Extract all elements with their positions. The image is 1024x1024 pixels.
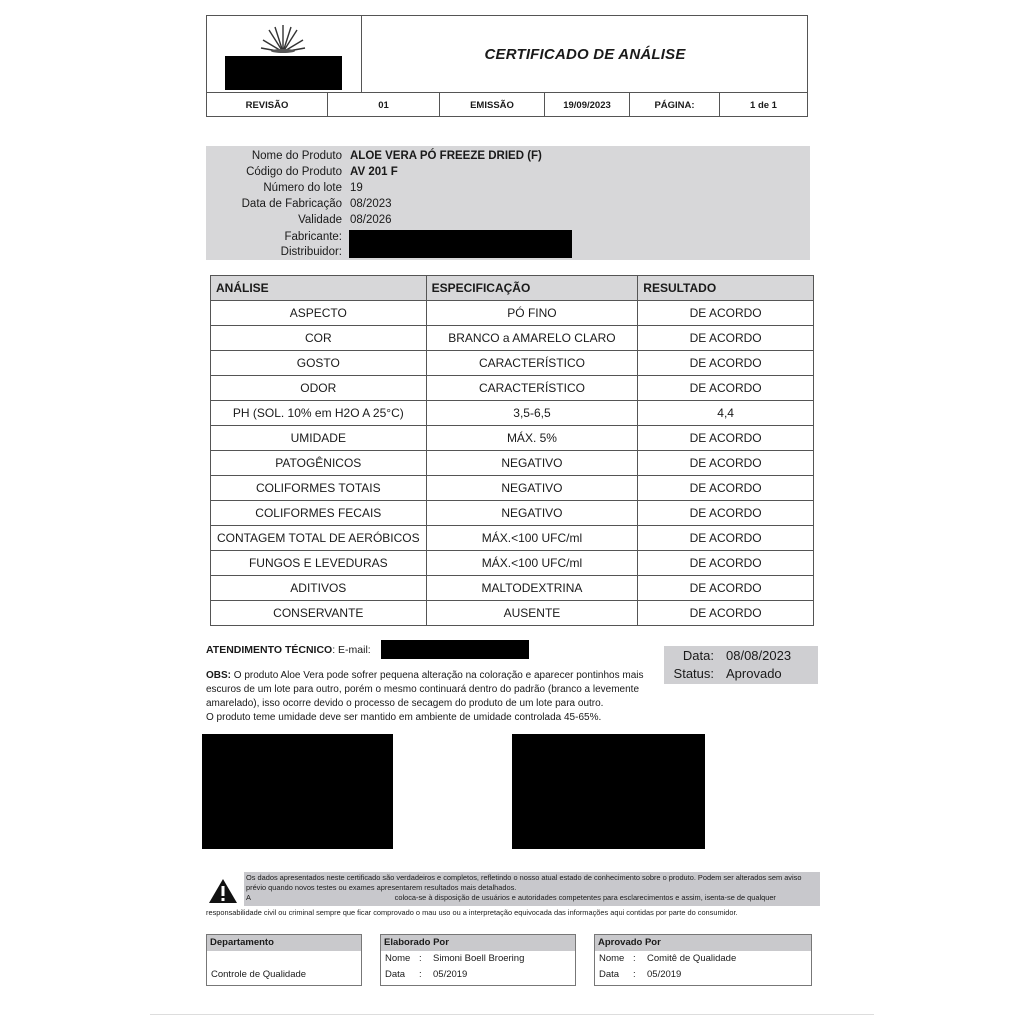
separator: :	[419, 969, 422, 980]
status-value: Aprovado	[726, 666, 782, 681]
result-cell: DE ACORDO	[638, 301, 814, 326]
separator: :	[633, 969, 636, 980]
disclaimer-text	[246, 873, 818, 903]
result-cell: DE ACORDO	[638, 451, 814, 476]
result-cell: DE ACORDO	[638, 426, 814, 451]
approved-by-cell	[594, 934, 812, 986]
disclaimer-availability: coloca-se à disposição de usuários e autoridades competentes para esclarecimentos e assim, isenta-se de qualquer	[394, 893, 776, 902]
specification-cell: NEGATIVO	[426, 451, 638, 476]
analysis-cell: COLIFORMES TOTAIS	[211, 476, 427, 501]
column-header: ESPECIFICAÇÃO	[426, 276, 638, 301]
specification-cell: MÁX. 5%	[426, 426, 638, 451]
warning-icon	[208, 878, 238, 904]
specification-cell: NEGATIVO	[426, 501, 638, 526]
result-cell: 4,4	[638, 401, 814, 426]
aloe-logo-icon	[259, 24, 307, 54]
revision-label: REVISÃO	[207, 93, 328, 117]
obs-label: OBS:	[206, 670, 231, 681]
specification-cell: 3,5-6,5	[426, 401, 638, 426]
lot-number-value: 19	[350, 182, 363, 194]
observation-note	[206, 669, 654, 725]
product-row	[206, 150, 810, 166]
analysis-cell: CONTAGEM TOTAL DE AERÓBICOS	[211, 526, 427, 551]
analysis-table	[210, 275, 814, 626]
analysis-cell: ADITIVOS	[211, 576, 427, 601]
status-label: Status:	[673, 666, 714, 681]
approved-by-name-line	[599, 953, 736, 964]
date-label: Data:	[682, 648, 714, 663]
approved-by-header: Aprovado Por	[595, 935, 811, 951]
redacted-manufacturer	[349, 230, 572, 258]
analysis-cell: PH (SOL. 10% em H2O A 25°C)	[211, 401, 427, 426]
page-label: PÁGINA:	[630, 93, 720, 117]
specification-cell: MÁX.<100 UFC/ml	[426, 551, 638, 576]
analysis-cell: CONSERVANTE	[211, 601, 427, 626]
expiry-value: 08/2026	[350, 214, 392, 226]
result-cell: DE ACORDO	[638, 501, 814, 526]
department-header: Departamento	[207, 935, 361, 951]
redacted-company-logo	[225, 56, 342, 90]
result-cell: DE ACORDO	[638, 326, 814, 351]
specification-cell: MÁX.<100 UFC/ml	[426, 526, 638, 551]
product-row	[206, 214, 810, 230]
product-row	[206, 198, 810, 214]
product-name-value: ALOE VERA PÓ FREEZE DRIED (F)	[350, 150, 542, 162]
department-cell	[206, 934, 362, 986]
table-row	[211, 401, 814, 426]
emission-label: EMISSÃO	[440, 93, 545, 117]
emission-value: 19/09/2023	[545, 93, 630, 117]
table-header-row	[211, 276, 814, 301]
separator: :	[419, 953, 422, 964]
redacted-signature-left	[202, 734, 393, 849]
document-title: CERTIFICADO DE ANÁLISE	[484, 45, 686, 63]
logo-cell	[207, 16, 362, 92]
table-row	[211, 476, 814, 501]
obs-text: O produto Aloe Vera pode sofrer pequena alteração na coloração e aparecer pontinhos mais escuros de um lote para outro, porém o mesmo continuará dentro do padrão (branco a levemente amarelado), isso ocorre devido o processo de secagem do produto de um lote para outro.	[206, 670, 644, 709]
page-bottom-rule	[150, 1014, 874, 1015]
table-row	[211, 376, 814, 401]
prepared-by-name: Simoni Boell Broering	[433, 953, 525, 964]
specification-cell: CARACTERÍSTICO	[426, 376, 638, 401]
result-cell: DE ACORDO	[638, 351, 814, 376]
table-row	[211, 301, 814, 326]
table-row	[211, 526, 814, 551]
prepared-by-name-line	[385, 953, 524, 964]
product-code-label: Código do Produto	[246, 166, 342, 178]
prepared-by-date: 05/2019	[433, 969, 468, 980]
disclaimer-paragraph: Os dados apresentados neste certificado são verdadeiros e completos, refletindo o nosso atual estado de conhecimento sobre o produto. Podem ser alterados sem aviso prévio quando novos testes ou exames apresentarem resultados mais detalhados.	[246, 873, 802, 892]
revision-value: 01	[328, 93, 440, 117]
product-row	[206, 182, 810, 198]
specification-cell: BRANCO a AMARELO CLARO	[426, 326, 638, 351]
analysis-cell: COR	[211, 326, 427, 351]
name-label: Nome	[599, 953, 625, 964]
approved-by-date-line	[599, 969, 681, 980]
product-info-block	[206, 146, 810, 260]
date-value: 08/08/2023	[726, 648, 792, 663]
result-cell: DE ACORDO	[638, 526, 814, 551]
disclaimer-block	[206, 872, 820, 918]
date-label: Data	[385, 969, 406, 980]
prepared-by-date-line	[385, 969, 467, 980]
prepared-by-header: Elaborado Por	[381, 935, 575, 951]
certificate-header	[206, 15, 808, 117]
analysis-cell: GOSTO	[211, 351, 427, 376]
table-row	[211, 451, 814, 476]
obs-humidity-note: O produto teme umidade deve ser mantido em ambiente de umidade controlada 45-65%.	[206, 712, 602, 723]
manufacturer-label: Fabricante:	[284, 231, 342, 243]
redacted-email	[381, 640, 529, 659]
table-row	[211, 551, 814, 576]
column-header: RESULTADO	[638, 276, 814, 301]
separator: :	[633, 953, 636, 964]
table-row	[211, 351, 814, 376]
table-row	[211, 326, 814, 351]
specification-cell: NEGATIVO	[426, 476, 638, 501]
redacted-signature-right	[512, 734, 705, 849]
department-value: Controle de Qualidade	[211, 969, 307, 980]
name-label: Nome	[385, 953, 411, 964]
specification-cell: AUSENTE	[426, 601, 638, 626]
result-cell: DE ACORDO	[638, 476, 814, 501]
table-row	[211, 601, 814, 626]
date-label: Data	[599, 969, 620, 980]
disclaimer-company-a: A	[246, 893, 251, 902]
lot-number-label: Número do lote	[263, 182, 342, 194]
result-cell: DE ACORDO	[638, 601, 814, 626]
manufacture-date-label: Data de Fabricação	[241, 198, 342, 210]
analysis-cell: UMIDADE	[211, 426, 427, 451]
disclaimer-responsibility: responsabilidade civil ou criminal sempre que ficar comprovado o mau uso ou a interpretação equivocada das informações aqui contidas por parte do consumidor.	[206, 908, 738, 917]
product-name-label: Nome do Produto	[251, 150, 342, 162]
analysis-cell: ODOR	[211, 376, 427, 401]
expiry-label: Validade	[298, 214, 342, 226]
table-row	[211, 576, 814, 601]
specification-cell: PÓ FINO	[426, 301, 638, 326]
specification-cell: CARACTERÍSTICO	[426, 351, 638, 376]
specification-cell: MALTODEXTRINA	[426, 576, 638, 601]
result-cell: DE ACORDO	[638, 376, 814, 401]
analysis-cell: ASPECTO	[211, 301, 427, 326]
email-label: : E-mail:	[332, 644, 371, 656]
page-value: 1 de 1	[750, 99, 777, 111]
analysis-cell: PATOGÊNICOS	[211, 451, 427, 476]
status-box	[664, 646, 818, 684]
technical-support-line	[206, 644, 371, 656]
header-meta-row	[207, 92, 807, 117]
analysis-cell: FUNGOS E LEVEDURAS	[211, 551, 427, 576]
product-row	[206, 166, 810, 182]
product-code-value: AV 201 F	[350, 166, 398, 178]
result-cell: DE ACORDO	[638, 551, 814, 576]
table-row	[211, 501, 814, 526]
result-cell: DE ACORDO	[638, 576, 814, 601]
distributor-label: Distribuidor:	[280, 246, 342, 258]
table-row	[211, 426, 814, 451]
column-header: ANÁLISE	[211, 276, 427, 301]
analysis-cell: COLIFORMES FECAIS	[211, 501, 427, 526]
manufacture-date-value: 08/2023	[350, 198, 392, 210]
prepared-by-cell	[380, 934, 576, 986]
approved-by-date: 05/2019	[647, 969, 682, 980]
technical-support-label: ATENDIMENTO TÉCNICO	[206, 644, 333, 656]
approved-by-name: Comitê de Qualidade	[647, 953, 737, 964]
